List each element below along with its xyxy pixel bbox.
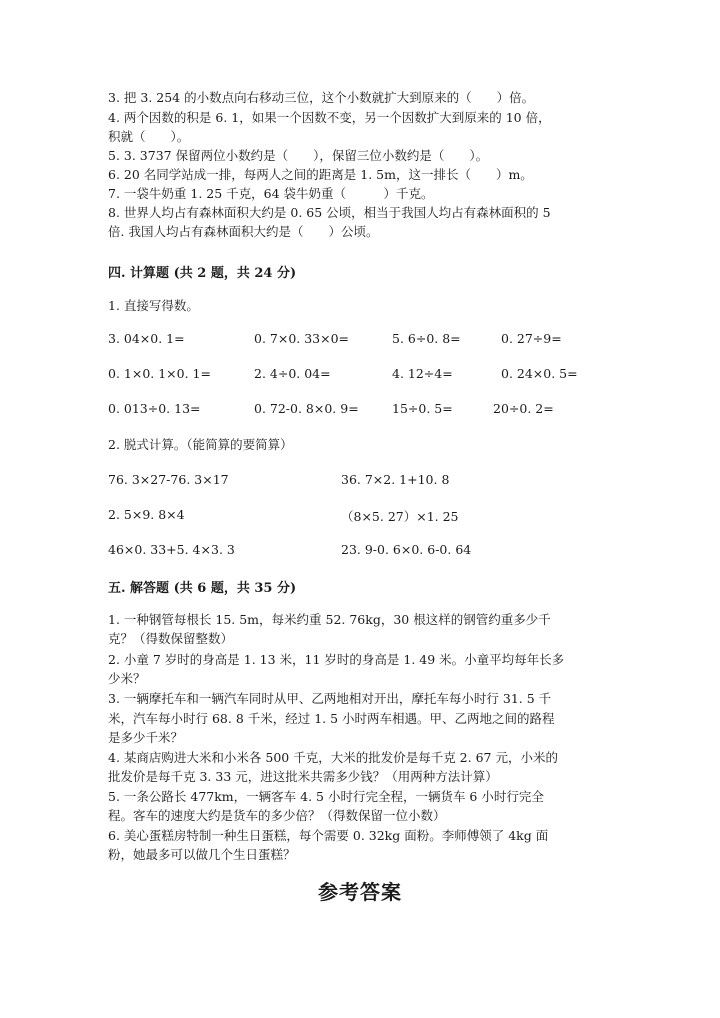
word-problem-line: 少米？ [108, 671, 146, 686]
direct-calc-cell: 20÷0. 2= [493, 401, 554, 416]
word-problem-line: 程。客车的速度大约是货车的多少倍？（得数保留一位小数） [108, 808, 446, 823]
stepwise-calc-cell: 46×0. 33+5. 4×3. 3 [108, 542, 235, 557]
stepwise-calc-cell: 2. 5×9. 8×4 [108, 507, 185, 522]
fill-in-question-8-line2: 倍. 我国人均占有森林面积大约是（ ）公顷。 [108, 224, 379, 239]
direct-calc-cell: 0. 72-0. 8×0. 9= [254, 401, 359, 416]
word-problem-line: 米，汽车每小时行 68. 8 千米，经过 1. 5 小时两车相遇。甲、乙两地之间的路程 [108, 711, 555, 726]
fill-in-question-7: 7. 一袋牛奶重 1. 25 千克，64 袋牛奶重（ ）千克。 [108, 186, 434, 201]
word-problem-line: 6. 美心蛋糕房特制一种生日蛋糕，每个需要 0. 32kg 面粉。李师傅领了 4kg 面 [108, 828, 549, 843]
word-problem-line: 是多少千米？ [108, 730, 184, 745]
fill-in-question-5: 5. 3. 3737 保留两位小数约是（ ），保留三位小数约是（ ）。 [108, 148, 489, 163]
section-4-question-1: 1. 直接写得数。 [108, 298, 199, 313]
word-problem-line: 粉，她最多可以做几个生日蛋糕？ [108, 847, 296, 862]
fill-in-question-3: 3. 把 3. 254 的小数点向右移动三位，这个小数就扩大到原来的（ ）倍。 [108, 90, 535, 105]
direct-calc-cell: 0. 24×0. 5= [501, 366, 578, 381]
stepwise-calc-cell: 23. 9-0. 6×0. 6-0. 64 [341, 542, 472, 557]
fill-in-question-4-line1: 4. 两个因数的积是 6. 1，如果一个因数不变，另一个因数扩大到原来的 10 倍， [108, 110, 551, 125]
direct-calc-cell: 3. 04×0. 1= [108, 331, 185, 346]
word-problem-line: 2. 小童 7 岁时的身高是 1. 13 米，11 岁时的身高是 1. 49 米。小童平均每年长多 [108, 652, 565, 667]
word-problem-line: 克？（得数保留整数） [108, 631, 234, 646]
direct-calc-cell: 15÷0. 5= [392, 401, 453, 416]
stepwise-calc-cell: 76. 3×27-76. 3×17 [108, 472, 229, 487]
direct-calc-cell: 0. 7×0. 33×0= [254, 331, 350, 346]
word-problem-line: 1. 一种钢管每根长 15. 5m，每米约重 52. 76kg，30 根这样的钢管约重多少千 [108, 612, 551, 627]
word-problem-line: 批发价是每千克 3. 33 元，进这批米共需多少钱？（用两种方法计算） [108, 769, 498, 784]
answer-key-title: 参考答案 [318, 880, 402, 904]
stepwise-calc-cell: 36. 7×2. 1+10. 8 [341, 472, 450, 487]
word-problem-line: 4. 某商店购进大米和小米各 500 千克，大米的批发价是每千克 2. 67 元，小米的 [108, 750, 558, 765]
direct-calc-cell: 4. 12÷4= [392, 366, 453, 381]
fill-in-question-6: 6. 20 名同学站成一排，每两人之间的距离是 1. 5m，这一排长（ ）m。 [108, 167, 533, 182]
direct-calc-cell: 0. 27÷9= [501, 331, 562, 346]
word-problem-line: 5. 一条公路长 477km，一辆客车 4. 5 小时行完全程，一辆货车 6 小时行完全 [108, 789, 544, 804]
stepwise-calc-cell: （8×5. 27）×1. 25 [341, 509, 459, 524]
fill-in-question-8-line1: 8. 世界人均占有森林面积大约是 0. 65 公顷，相当于我国人均占有森林面积的 5 [108, 205, 551, 220]
direct-calc-cell: 2. 4÷0. 04= [254, 366, 331, 381]
word-problem-line: 3. 一辆摩托车和一辆汽车同时从甲、乙两地相对开出，摩托车每小时行 31. 5 千 [108, 691, 552, 706]
direct-calc-cell: 0. 013÷0. 13= [108, 401, 201, 416]
section-4-question-2: 2. 脱式计算。（能简算的要简算） [108, 437, 293, 452]
fill-in-question-4-line2: 积就（ ）。 [108, 129, 190, 144]
section-4-title: 四. 计算题 (共 2 题，共 24 分) [108, 266, 297, 281]
section-5-title: 五. 解答题 (共 6 题，共 35 分) [108, 581, 297, 596]
direct-calc-cell: 5. 6÷0. 8= [392, 331, 461, 346]
direct-calc-cell: 0. 1×0. 1×0. 1= [108, 366, 211, 381]
